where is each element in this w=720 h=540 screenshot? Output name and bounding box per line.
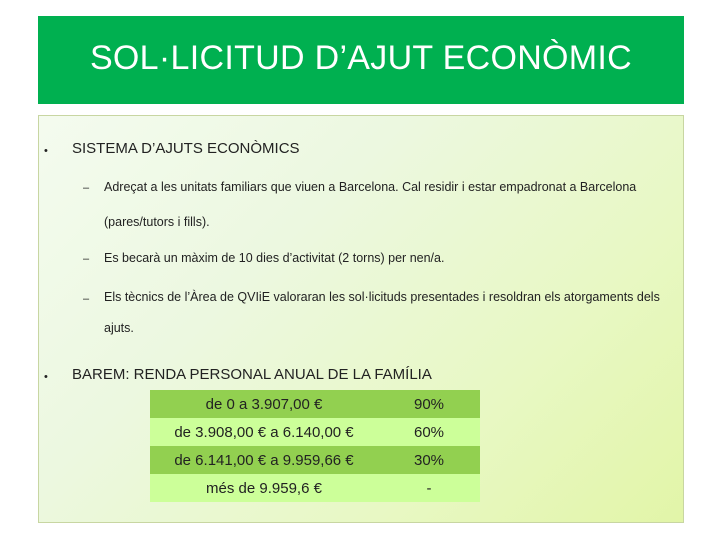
bullet-heading-sistema: SISTEMA D’AJUTS ECONÒMICS xyxy=(72,140,300,157)
table-row xyxy=(150,390,480,418)
slide-title: SOL·LICITUD D’AJUT ECONÒMIC xyxy=(89,38,633,77)
table-row xyxy=(150,474,480,502)
sub-item-line: Els tècnics de l’Àrea de QVIiE valoraran les sol·licituds presentades i resoldran els atorgaments dels xyxy=(104,290,660,304)
range-cell: de 3.908,00 € a 6.140,00 € xyxy=(174,423,354,441)
sub-marker: – xyxy=(83,253,90,265)
title-bar xyxy=(38,16,684,104)
range-cell: de 6.141,00 € a 9.959,66 € xyxy=(174,451,354,469)
range-cell: de 0 a 3.907,00 € xyxy=(205,395,323,413)
barem-table xyxy=(150,390,480,502)
bullet-marker: • xyxy=(44,371,48,383)
sub-item-line: Adreçat a les unitats familiars que viuen a Barcelona. Cal residir i estar empadronat a Barcelona xyxy=(104,180,637,194)
range-cell: més de 9.959,6 € xyxy=(206,479,322,497)
sub-item-line: Es becarà un màxim de 10 dies d’activitat (2 torns) per nen/a. xyxy=(104,251,445,265)
bullet-marker: • xyxy=(44,145,48,157)
percent-cell: - xyxy=(426,479,432,497)
percent-cell: 90% xyxy=(413,395,445,413)
percent-cell: 30% xyxy=(413,451,445,469)
sub-item-line: ajuts. xyxy=(104,321,134,335)
sub-item-line: (pares/tutors i fills). xyxy=(104,215,210,229)
percent-cell: 60% xyxy=(413,423,445,441)
table-row xyxy=(150,418,480,446)
sub-marker: – xyxy=(83,293,90,305)
table-row xyxy=(150,446,480,474)
sub-marker: – xyxy=(83,182,90,194)
bullet-heading-barem: BAREM: RENDA PERSONAL ANUAL DE LA FAMÍLIA xyxy=(72,366,432,383)
